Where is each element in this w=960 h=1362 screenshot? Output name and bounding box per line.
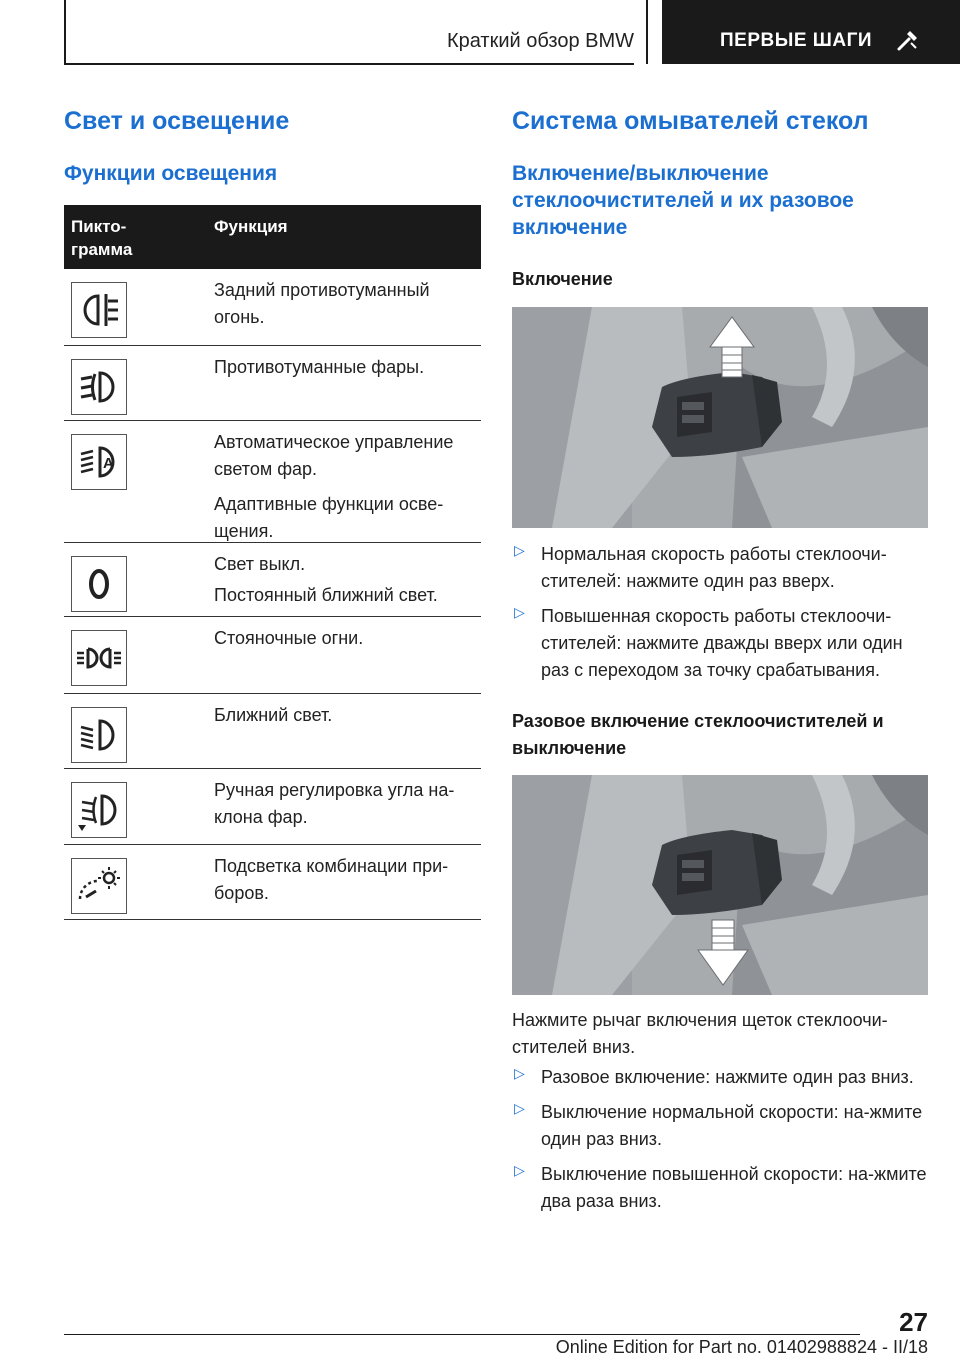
row-text	[214, 551, 476, 609]
parking-lights-icon	[71, 630, 127, 686]
wiper-lever-down-illustration	[512, 775, 928, 995]
row-text	[214, 354, 476, 381]
bullet-text: Выключение повышенной скорости: на-жмите два раза вниз.	[541, 1164, 927, 1211]
header-bottom-rule	[64, 63, 634, 65]
lighting-functions-subtitle: Функции освещения	[64, 162, 278, 185]
col-pictogram-header: Пикто- грамма	[71, 217, 133, 259]
row-text	[214, 429, 476, 545]
table-row	[64, 694, 481, 769]
front-fog-lights-icon	[71, 359, 127, 415]
lights-off-icon	[71, 556, 127, 612]
single-wipe-bullets	[512, 1064, 928, 1215]
row-text	[214, 853, 476, 907]
function-description: Постоянный ближний свет.	[214, 585, 438, 605]
table-row	[64, 769, 481, 845]
svg-text:A: A	[103, 455, 114, 472]
table-row	[64, 845, 481, 920]
table-row	[64, 269, 481, 346]
function-description: Противотуманные фары.	[214, 357, 425, 377]
book-title: Краткий обзор BMW	[446, 30, 634, 52]
function-description: Стояночные огни.	[214, 628, 364, 648]
function-description: Ближний свет.	[214, 705, 333, 725]
bullet-triangle-icon: ▷	[514, 1100, 525, 1116]
function-description: Автоматическое управление светом фар.	[214, 432, 454, 479]
wiper-lever-up-illustration	[512, 307, 928, 528]
row-text	[214, 277, 476, 331]
bullet-triangle-icon: ▷	[514, 542, 525, 558]
function-description: Ручная регулировка угла на-клона фар.	[214, 780, 455, 827]
table-row	[64, 543, 481, 617]
list-item	[512, 1064, 928, 1091]
function-description: Адаптивные функции осве-щения.	[214, 494, 444, 541]
quick-start-icon	[896, 28, 920, 57]
bullet-text: Разовое включение: нажмите один раз вниз.	[541, 1067, 914, 1087]
row-text	[214, 625, 476, 652]
bullet-triangle-icon: ▷	[514, 1065, 525, 1081]
low-beam-icon	[71, 707, 127, 763]
push-lever-down-text: Нажмите рычаг включения щеток стеклоочи-стителей вниз.	[512, 1010, 888, 1057]
list-item	[512, 603, 928, 684]
bullet-triangle-icon: ▷	[514, 1162, 525, 1178]
table-header	[64, 205, 481, 269]
row-text	[214, 777, 476, 831]
header-left-rule	[64, 0, 66, 64]
auto-headlight-icon	[71, 434, 127, 490]
header-separator	[646, 0, 648, 64]
bullet-text: Выключение нормальной скорости: на-жмите один раз вниз.	[541, 1102, 923, 1149]
speed-bullets	[512, 541, 928, 684]
footer-rule	[64, 1334, 860, 1335]
row-text	[214, 702, 476, 729]
single-wipe-heading: Разовое включение стеклоочистителей и выключение	[512, 711, 884, 758]
bullet-text: Нормальная скорость работы стеклоочи-стителей: нажмите один раз вверх.	[541, 544, 887, 591]
bullet-text: Повышенная скорость работы стеклоочи-стителей: нажмите дважды вверх или один раз с переходом за точку срабатывания.	[541, 606, 903, 680]
list-item	[512, 541, 928, 595]
col-function-header: Функция	[214, 217, 288, 236]
function-description: Задний противотуманный огонь.	[214, 280, 430, 327]
function-description: Подсветка комбинации при-боров.	[214, 856, 449, 903]
list-item	[512, 1099, 928, 1153]
page-number: 27	[899, 1307, 928, 1337]
function-description: Свет выкл.	[214, 554, 306, 574]
washer-system-title: Система омывателей стекол	[512, 107, 869, 135]
table-row	[64, 346, 481, 421]
headlight-range-icon	[71, 782, 127, 838]
lighting-title: Свет и освещение	[64, 107, 290, 135]
section-name: ПЕРВЫЕ ШАГИ	[720, 30, 873, 51]
list-item	[512, 1161, 928, 1215]
lighting-functions-table	[64, 205, 481, 920]
switch-on-heading: Включение	[512, 269, 613, 289]
bullet-triangle-icon: ▷	[514, 604, 525, 620]
edition-note: Online Edition for Part no. 01402988824 - II/18	[555, 1337, 928, 1357]
table-row	[64, 617, 481, 694]
instrument-lighting-icon	[71, 858, 127, 914]
table-row	[64, 421, 481, 543]
rear-fog-light-icon	[71, 282, 127, 338]
wiper-subtitle: Включение/выключение стеклоочистителей и их разовое включение	[512, 162, 854, 239]
